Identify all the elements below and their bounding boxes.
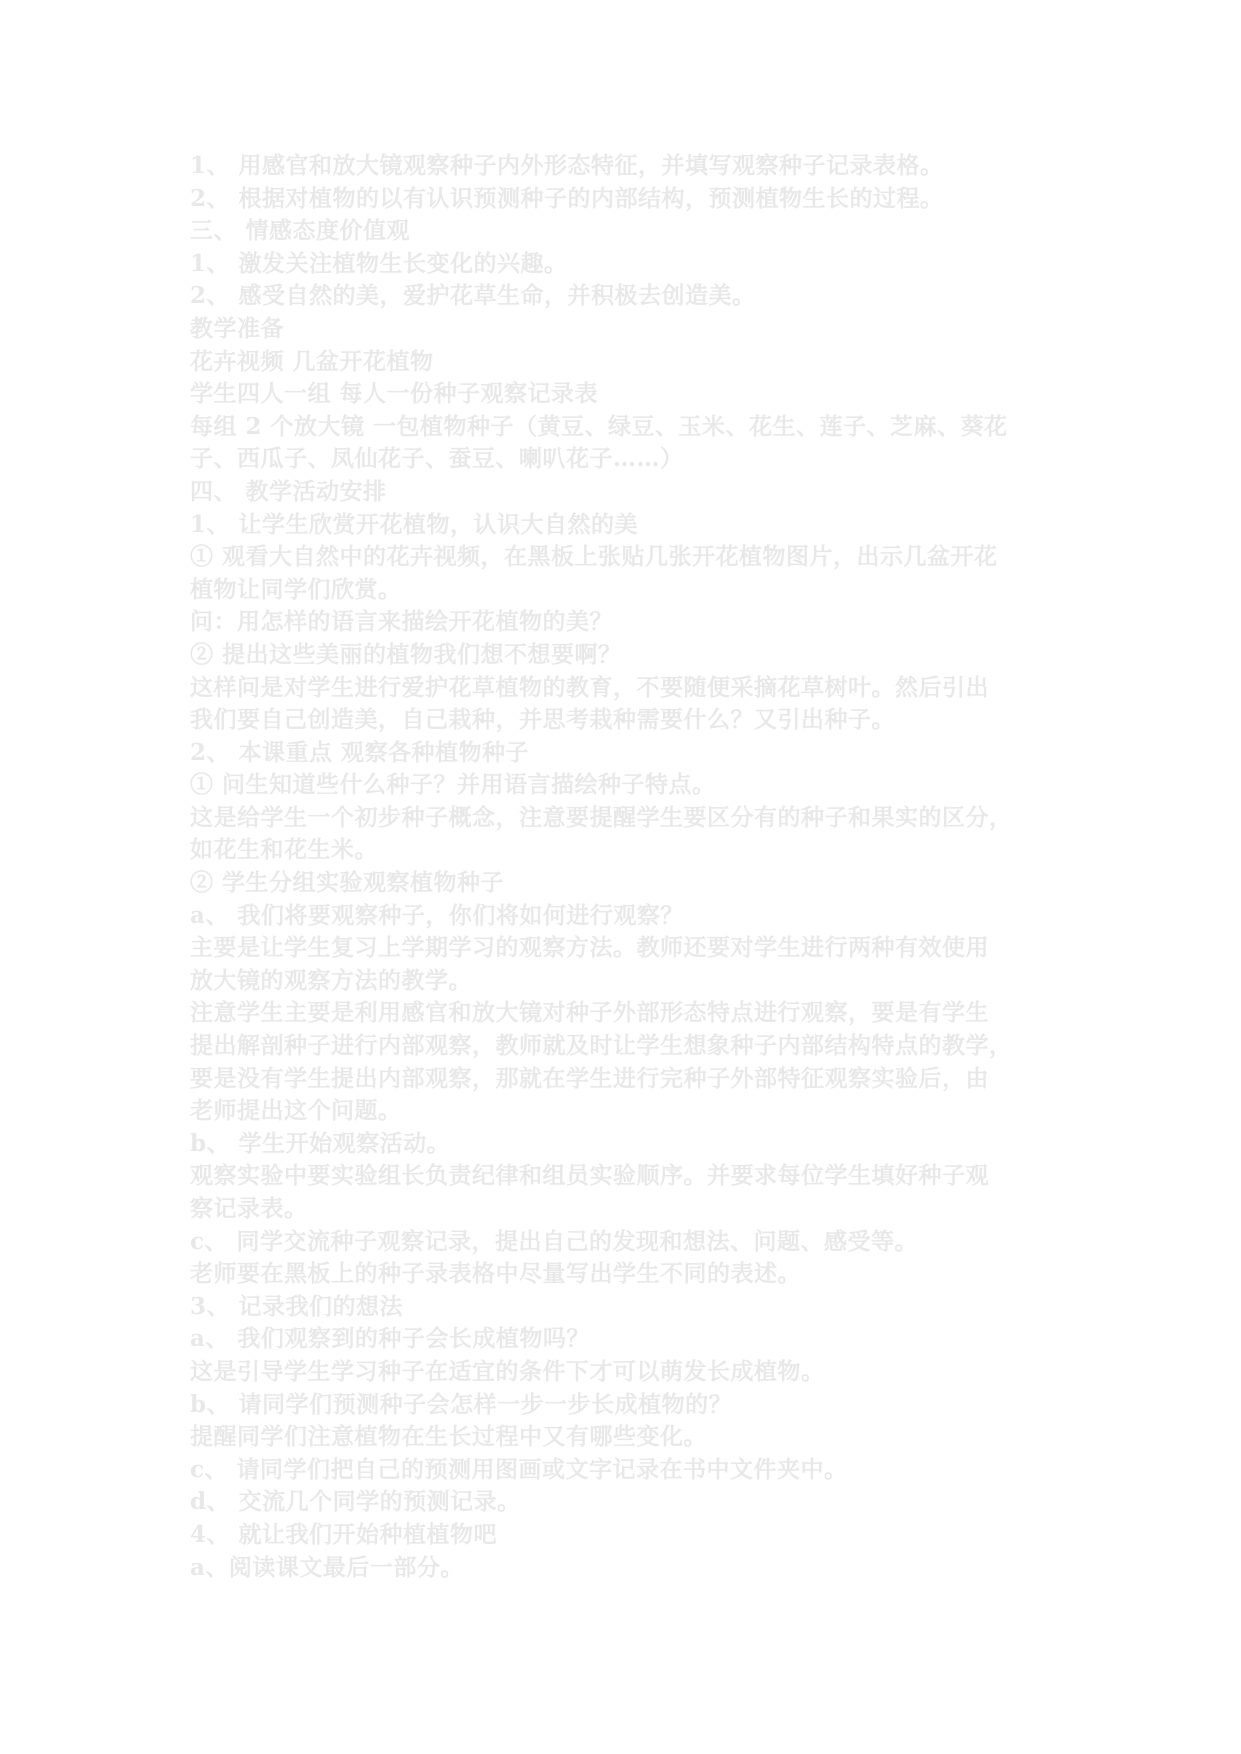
text-line: 子、西瓜子、凤仙花子、蚕豆、喇叭花子……） — [190, 445, 684, 473]
text-line: 察记录表。 — [190, 1195, 308, 1222]
text-line: 1、 用感官和放大镜观察种子内外形态特征，并填写观察种子记录表格。 — [190, 152, 944, 179]
text-line: 提出解剖种子进行内部观察，教师就及时让学生想象种子内部结构特点的教学， — [190, 1032, 1013, 1060]
text-line: 提醒同学们注意植物在生长过程中又有哪些变化。 — [190, 1423, 707, 1451]
text-line: 老师提出这个问题。 — [190, 1097, 402, 1125]
text-line: 每组 2 个放大镜 一包植物种子（黄豆、绿豆、玉米、花生、莲子、芝麻、葵花 — [190, 412, 1008, 440]
document-page — [190, 150, 1060, 1584]
section-heading: 四、 教学活动安排 — [190, 477, 387, 505]
text-line: 我们要自己创造美，自己栽种，并思考栽种需要什么？又引出种子。 — [190, 706, 895, 734]
text-line: 注意学生主要是利用感官和放大镜对种子外部形态特点进行观察，要是有学生 — [190, 999, 989, 1027]
text-line: a、 我们观察到的种子会长成植物吗？ — [190, 1325, 590, 1353]
text-line: 放大镜的观察方法的教学。 — [190, 966, 472, 994]
text-line: ① 观看大自然中的花卉视频，在黑板上张贴几张开花植物图片，出示几盆开花 — [190, 543, 998, 571]
text-line: b、 请同学们预测种子会怎样一步一步长成植物的？ — [190, 1390, 733, 1418]
section-heading: 三、 情感态度价值观 — [190, 217, 411, 245]
text-line: 这样问是对学生进行爱护花草植物的教育，不要随便采摘花草树叶。然后引出 — [190, 673, 989, 701]
text-line: 2、 根据对植物的以有认识预测种子的内部结构，预测植物生长的过程。 — [190, 184, 944, 212]
text-line: ② 学生分组实验观察植物种子 — [190, 869, 505, 897]
text-line: 老师要在黑板上的种子录表格中尽量写出学生不同的表述。 — [190, 1260, 801, 1288]
text-line: 这是引导学生学习种子在适宜的条件下才可以萌发长成植物。 — [190, 1357, 825, 1385]
section-heading: 教学准备 — [190, 314, 284, 342]
text-line: b、 学生开始观察活动。 — [190, 1129, 451, 1157]
text-line: 1、 激发关注植物生长变化的兴趣。 — [190, 249, 568, 277]
text-line: a、阅读课文最后一部分。 — [190, 1553, 464, 1581]
text-line: 学生四人一组 每人一份种子观察记录表 — [190, 380, 599, 408]
text-line: 这是给学生一个初步种子概念，注意要提醒学生要区分有的种子和果实的区分， — [190, 803, 1013, 831]
text-line: c、 同学交流种子观察记录，提出自己的发现和想法、问题、感受等。 — [190, 1227, 919, 1255]
text-line: 问：用怎样的语言来描绘开花植物的美？ — [190, 608, 613, 636]
text-line: 如花生和花生米。 — [190, 836, 378, 864]
text-line: 植物让同学们欣赏。 — [190, 575, 402, 603]
text-line: c、 请同学们把自己的预测用图画或文字记录在书中文件夹中。 — [190, 1455, 848, 1483]
text-line: 2、 本课重点 观察各种植物种子 — [190, 738, 530, 766]
text-line: 主要是让学生复习上学期学习的观察方法。教师还要对学生进行两种有效使用 — [190, 934, 989, 962]
text-line: 2、 感受自然的美，爱护花草生命，并积极去创造美。 — [190, 282, 756, 310]
text-line: ① 问生知道些什么种子？并用语言描绘种子特点。 — [190, 771, 716, 799]
text-line: 观察实验中要实验组长负责纪律和组员实验顺序。并要求每位学生填好种子观 — [190, 1162, 989, 1190]
text-line: 4、 就让我们开始种植植物吧 — [190, 1520, 498, 1548]
text-line: d、 交流几个同学的预测记录。 — [190, 1488, 521, 1516]
text-line: a、 我们将要观察种子，你们将如何进行观察？ — [190, 901, 684, 929]
text-line: 要是没有学生提出内部观察，那就在学生进行完种子外部特征观察实验后，由 — [190, 1064, 989, 1092]
text-line: 1、 让学生欣赏开花植物，认识大自然的美 — [190, 510, 639, 538]
text-line: 3、 记录我们的想法 — [190, 1292, 404, 1320]
text-line: ② 提出这些美丽的植物我们想不想要啊？ — [190, 640, 622, 668]
text-line: 花卉视频 几盆开花植物 — [190, 347, 434, 375]
